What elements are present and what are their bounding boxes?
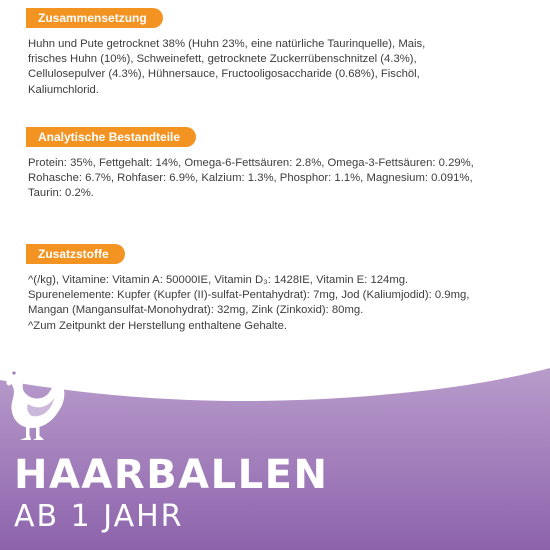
section-title-composition: Zusammensetzung <box>26 8 163 28</box>
section-title-additives: Zusatzstoffe <box>26 244 125 264</box>
banner-subtitle: AB 1 JAHR <box>14 499 184 534</box>
section-text-analytical: Protein: 35%, Fettgehalt: 14%, Omega-6-Fettsäuren: 2.8%, Omega-3-Fettsäuren: 0.29%, Rohasche: 6.7%, Rohfaser: 6.9%, Kalzium: 1.3%, Phosphor: 1.1%, Magnesium: 0.091%, Taurin: 0.2%. <box>28 157 474 200</box>
banner-title: HAARBALLEN <box>14 452 329 498</box>
section-composition <box>28 8 538 98</box>
section-analytical <box>28 127 538 202</box>
product-banner <box>0 360 550 550</box>
section-text-additives: ^(/kg), Vitamine: Vitamin A: 50000IE, Vitamin D₃: 1428IE, Vitamin E: 124mg. Spurenelemente: Kupfer (Kupfer (II)-sulfat-Pentahydrat): 7mg, Jod (Kaliumjodid): 0.9mg, Mangan (Mangansulfat-Monohydrat): 32mg, Zink (Zinkoxid): 80mg. ^Zum Zeitpunkt der Herstellung enthaltene Gehalte. <box>28 274 470 332</box>
chicken-icon <box>0 360 66 444</box>
section-title-analytical: Analytische Bestandteile <box>26 127 196 147</box>
section-additives <box>28 244 538 334</box>
section-text-composition: Huhn und Pute getrocknet 38% (Huhn 23%, eine natürliche Taurinquelle), Mais, frisches Huhn (10%), Schweinefett, getrocknete Zuckerrübenschnitzel (4.3%), Cellulosepulver (4.3%), Hühnersauce, Fructooligosaccharide (0.68%), Fischöl, Kaliumchlorid. <box>28 38 426 96</box>
